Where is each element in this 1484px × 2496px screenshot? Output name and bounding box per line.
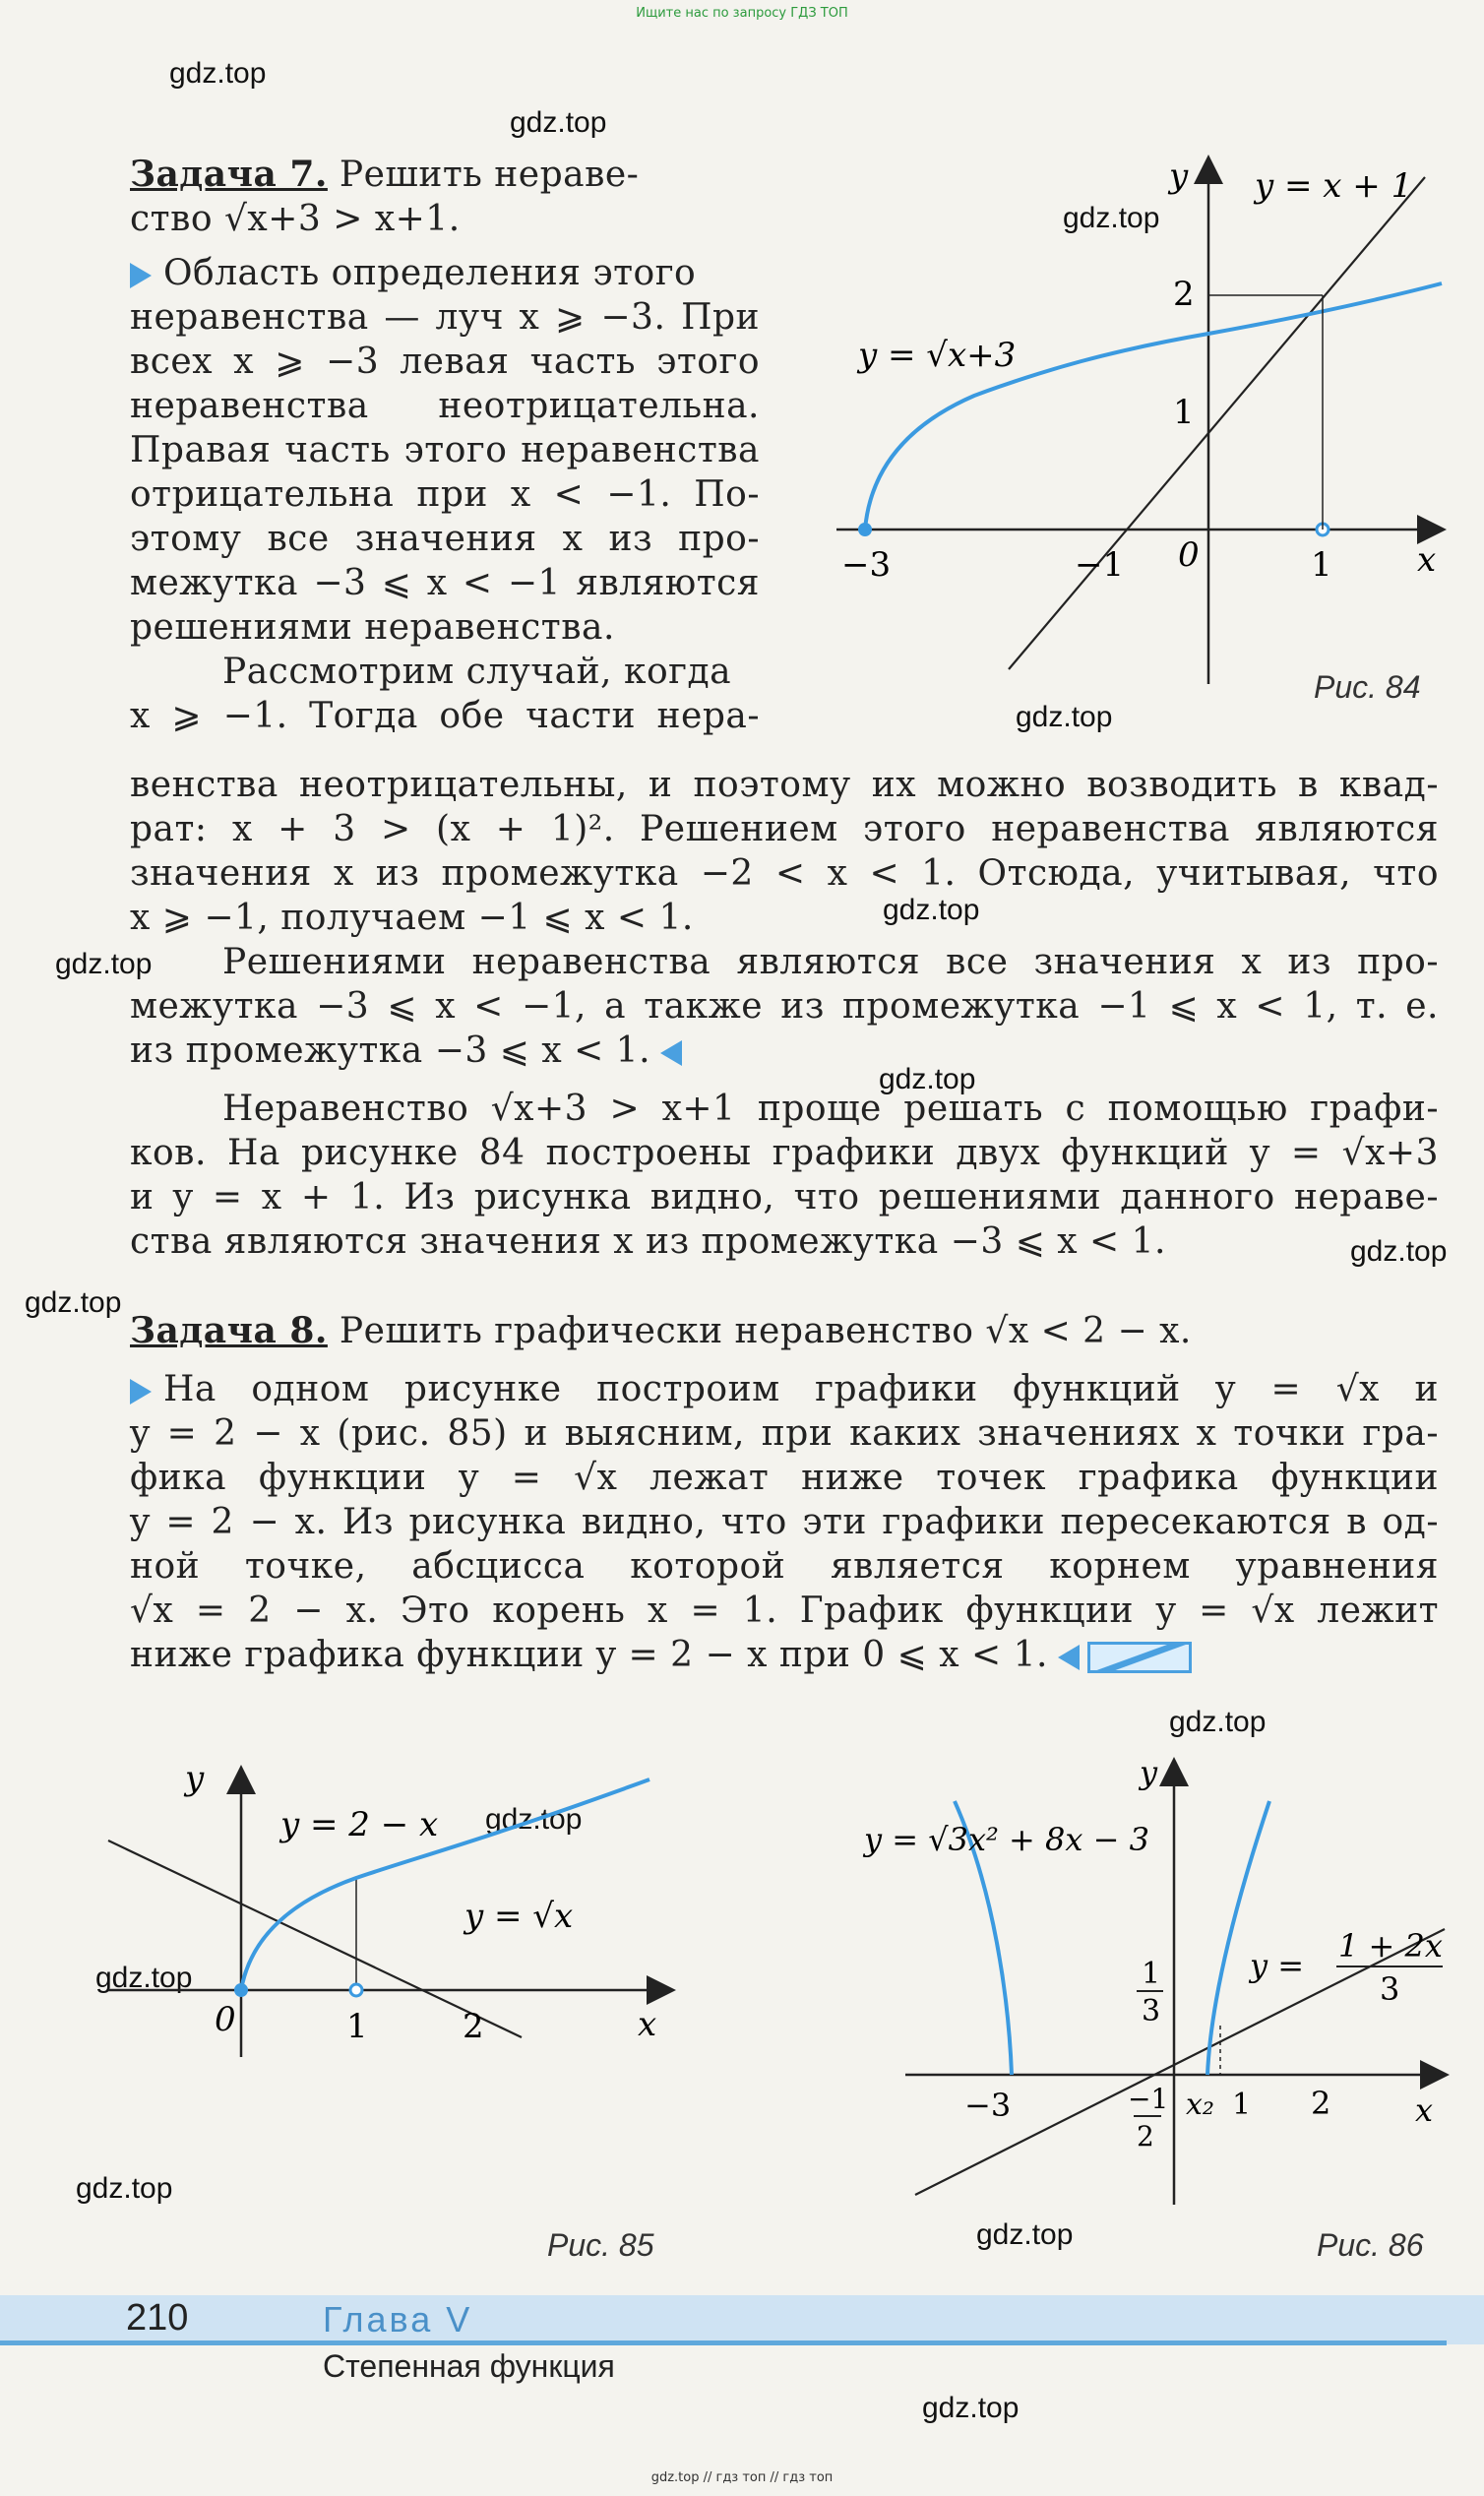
task7-title: Задача 7. bbox=[130, 154, 328, 195]
text-line: y = 2 − x (рис. 85) и выясним, при каких значениях x точки гра- bbox=[130, 1413, 1439, 1454]
watermark: gdz.top bbox=[510, 106, 607, 139]
text-line: отрицательна при x < −1. По- bbox=[130, 474, 760, 515]
text-line: ниже графика функции y = 2 − x при 0 ⩽ x < 1. bbox=[130, 1635, 1048, 1675]
text-line: из промежутка −3 ⩽ x < 1. bbox=[130, 1030, 651, 1071]
text-line: Рассмотрим случай, когда bbox=[222, 652, 732, 692]
tick-label: 0 bbox=[1178, 535, 1200, 575]
fig85-caption: Рис. 85 bbox=[547, 2227, 654, 2263]
fig86-label-right-prefix: y = bbox=[1250, 1947, 1305, 1984]
edit-icon bbox=[1087, 1642, 1192, 1673]
tick-label: x₂ bbox=[1186, 2088, 1214, 2122]
text-line: значения x из промежутка −2 < x < 1. Отсюда, учитывая, что bbox=[130, 853, 1439, 894]
tick-label: −3 bbox=[964, 2087, 1012, 2124]
tick-label: −3 bbox=[841, 545, 892, 585]
text-line: этому все значения x из про- bbox=[130, 519, 760, 559]
endpoint bbox=[234, 1983, 248, 1997]
watermark: gdz.top bbox=[485, 1803, 583, 1836]
text-line: Правая часть этого неравенства bbox=[130, 430, 760, 470]
text-line: фика функции y = √x лежат ниже точек графика функции bbox=[130, 1458, 1439, 1498]
text-line: ков. На рисунке 84 построены графики двух функций y = √x+3 bbox=[130, 1133, 1439, 1173]
fig86-label-right-num: 1 + 2x bbox=[1338, 1927, 1443, 1965]
axis-label: y bbox=[185, 1759, 205, 1798]
watermark: gdz.top bbox=[1350, 1235, 1448, 1268]
text-line: ной точке, абсцисса которой является корнем уравнения bbox=[130, 1546, 1439, 1587]
figure-86 bbox=[856, 1742, 1456, 2215]
sqrt-curve bbox=[865, 283, 1442, 530]
text-line: межутка −3 ⩽ x < −1, а также из промежутка −1 ⩽ x < 1, т. е. bbox=[130, 986, 1439, 1027]
open-point bbox=[350, 1984, 362, 1996]
tick-label: 2 bbox=[463, 2007, 484, 2046]
watermark: gdz.top bbox=[95, 1962, 193, 1994]
line-graph bbox=[1009, 177, 1425, 669]
text-line: венства неотрицательны, и поэтому их можно возводить в квад- bbox=[130, 765, 1439, 805]
axis-label: y bbox=[1169, 156, 1189, 196]
watermark: gdz.top bbox=[1063, 202, 1160, 234]
tick-label: −1 bbox=[1075, 545, 1125, 585]
watermark: gdz.top bbox=[879, 1063, 976, 1095]
solution-start-icon bbox=[130, 1379, 152, 1404]
watermark: gdz.top bbox=[169, 57, 267, 90]
text-line: рат: x + 3 > (x + 1)². Решением этого неравенства являются bbox=[130, 809, 1439, 849]
watermark: gdz.top bbox=[55, 948, 153, 980]
endpoint bbox=[858, 523, 872, 536]
text-line: y = 2 − x. Из рисунка видно, что эти графики пересекаются в од- bbox=[130, 1502, 1439, 1542]
text-line: всех x ⩾ −3 левая часть этого bbox=[130, 342, 760, 382]
figure-84 bbox=[787, 148, 1456, 718]
solution-end-icon bbox=[660, 1040, 682, 1066]
fig84-label-sqrt: y = √x+3 bbox=[858, 336, 1017, 375]
text-line: Решить графически неравенство √x < 2 − x. bbox=[327, 1311, 1192, 1351]
tick-label: 1 bbox=[1142, 1957, 1161, 1991]
bottom-note: gdz.top // гдз топ // гдз топ bbox=[650, 2470, 834, 2485]
tick-label: 1 bbox=[1232, 2088, 1252, 2122]
line-graph bbox=[108, 1841, 522, 2037]
tick-label: 1 bbox=[1311, 545, 1332, 585]
watermark: gdz.top bbox=[76, 2172, 173, 2205]
chapter-title: Глава V bbox=[323, 2299, 473, 2340]
page-number: 210 bbox=[126, 2297, 189, 2339]
line-graph bbox=[915, 1929, 1445, 2195]
fig85-label-sqrt: y = √x bbox=[464, 1897, 574, 1936]
fig86-label-right-den: 3 bbox=[1380, 1970, 1400, 2008]
tick-label: 0 bbox=[215, 2000, 236, 2039]
watermark: gdz.top bbox=[883, 894, 980, 926]
task7-full-text bbox=[130, 763, 1439, 1264]
text-line: неравенства — луч x ⩾ −3. При bbox=[130, 297, 760, 338]
text-line: √x = 2 − x. Это корень x = 1. График функции y = √x лежит bbox=[130, 1591, 1439, 1631]
watermark: gdz.top bbox=[1016, 701, 1113, 733]
watermark: gdz.top bbox=[976, 2218, 1074, 2251]
text-line: ства являются значения x из промежутка −3 ⩽ x < 1. bbox=[130, 1221, 1167, 1262]
task8-title: Задача 8. bbox=[130, 1310, 328, 1351]
watermark: gdz.top bbox=[922, 2392, 1020, 2424]
tick-label: 1 bbox=[346, 2007, 368, 2046]
task7-column bbox=[130, 153, 760, 738]
text-line: неравенства неотрицательна. bbox=[130, 386, 760, 426]
text-line: Решить нераве- bbox=[327, 155, 640, 195]
text-line: межутка −3 ⩽ x < −1 являются bbox=[130, 563, 760, 603]
text-line: x ⩾ −1. Тогда обе части нера- bbox=[130, 696, 760, 736]
tick-label: 2 bbox=[1137, 2120, 1154, 2153]
tick-label: 1 bbox=[1173, 393, 1195, 432]
fig84-label-line: y = x + 1 bbox=[1255, 166, 1413, 206]
text-line: Неравенство √x+3 > x+1 проще решать с помощью графи- bbox=[222, 1089, 1439, 1129]
tick-label: 2 bbox=[1311, 2085, 1331, 2122]
text-line: x ⩾ −1, получаем −1 ⩽ x < 1. bbox=[130, 898, 694, 938]
axis-label: y bbox=[1140, 1754, 1158, 1791]
watermark: gdz.top bbox=[25, 1286, 122, 1319]
fig85-label-line: y = 2 − x bbox=[280, 1805, 439, 1844]
text-line: На одном рисунке построим графики функций y = √x и bbox=[163, 1369, 1439, 1409]
watermark: gdz.top bbox=[1169, 1706, 1267, 1738]
footer-bar bbox=[0, 2295, 1484, 2344]
fig84-caption: Рис. 84 bbox=[1314, 669, 1421, 705]
fig86-caption: Рис. 86 bbox=[1317, 2227, 1424, 2263]
top-note: Ищите нас по запросу ГДЗ ТОП bbox=[636, 6, 848, 21]
solution-start-icon bbox=[130, 263, 152, 288]
axis-label: x bbox=[638, 2005, 657, 2044]
text-line: Область определения этого bbox=[163, 253, 697, 293]
footer-rule bbox=[0, 2340, 1447, 2345]
tick-label: 3 bbox=[1142, 1994, 1161, 2028]
axis-label: x bbox=[1417, 540, 1437, 580]
text-line: и y = x + 1. Из рисунка видно, что решениями данного нераве- bbox=[130, 1177, 1439, 1217]
axis-label: x bbox=[1415, 2091, 1434, 2129]
task8-text bbox=[130, 1309, 1439, 1677]
text-line: решениями неравенства. bbox=[130, 607, 615, 648]
text-line: ство √x+3 > x+1. bbox=[130, 199, 461, 239]
fig86-label-top: y = √3x² + 8x − 3 bbox=[864, 1821, 1149, 1858]
tick-label: −1 bbox=[1128, 2083, 1169, 2115]
chapter-subtitle: Степенная функция bbox=[323, 2348, 615, 2384]
text-line: Решениями неравенства являются все значения x из про- bbox=[222, 942, 1439, 982]
tick-label: 2 bbox=[1173, 275, 1195, 314]
figure-85 bbox=[98, 1752, 689, 2185]
solution-end-icon bbox=[1058, 1645, 1080, 1670]
